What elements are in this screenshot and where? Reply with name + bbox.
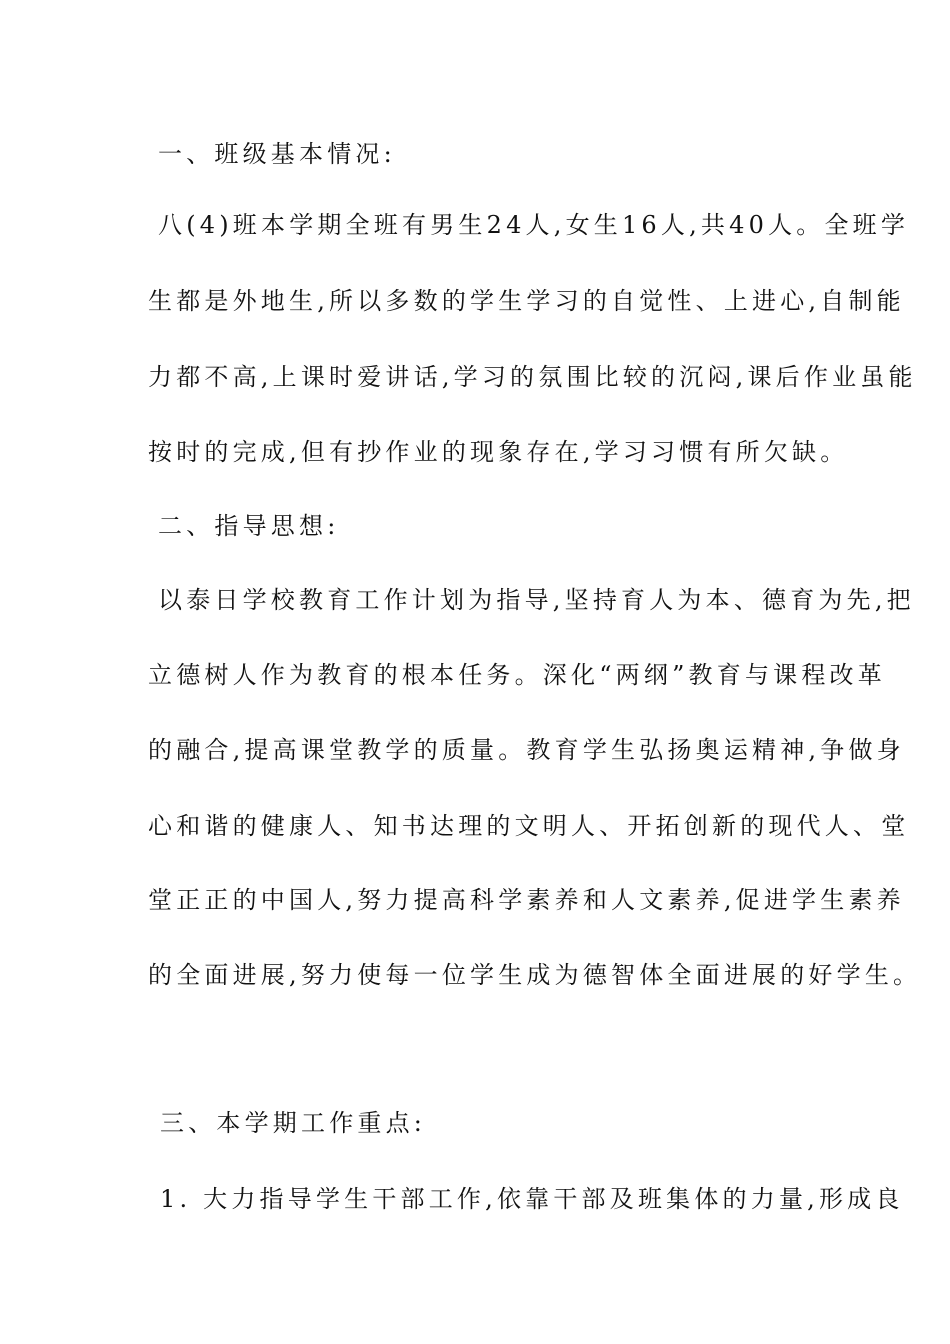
paragraph-line: 的融合,提高课堂教学的质量。教育学生弘扬奥运精神,争做身 — [148, 736, 905, 764]
section-heading-basic-info: 一、班级基本情况: — [158, 140, 396, 168]
paragraph-line: 力都不高,上课时爱讲话,学习的氛围比较的沉闷,课后作业虽能 — [148, 363, 917, 391]
paragraph-line: 按时的完成,但有抄作业的现象存在,学习习惯有所欠缺。 — [148, 438, 849, 466]
paragraph-line: 八(4)班本学期全班有男生24人,女生16人,共40人。全班学 — [158, 211, 910, 239]
list-item: 1. 大力指导学生干部工作,依靠干部及班集体的力量,形成良 — [160, 1185, 904, 1213]
paragraph-line: 心和谐的健康人、知书达理的文明人、开拓创新的现代人、堂 — [148, 812, 910, 840]
paragraph-line: 以泰日学校教育工作计划为指导,坚持育人为本、德育为先,把 — [158, 586, 915, 614]
section-heading-work-focus: 三、本学期工作重点: — [160, 1109, 427, 1137]
section-heading-guiding-ideology: 二、指导思想: — [158, 512, 340, 540]
paragraph-line: 堂正正的中国人,努力提高科学素养和人文素养,促进学生素养 — [148, 886, 905, 914]
paragraph-line: 的全面进展,努力使每一位学生成为德智体全面进展的好学生。 — [148, 961, 922, 989]
paragraph-line: 生都是外地生,所以多数的学生学习的自觉性、上进心,自制能 — [148, 287, 905, 315]
paragraph-line: 立德树人作为教育的根本任务。深化“两纲”教育与课程改革 — [148, 661, 886, 689]
